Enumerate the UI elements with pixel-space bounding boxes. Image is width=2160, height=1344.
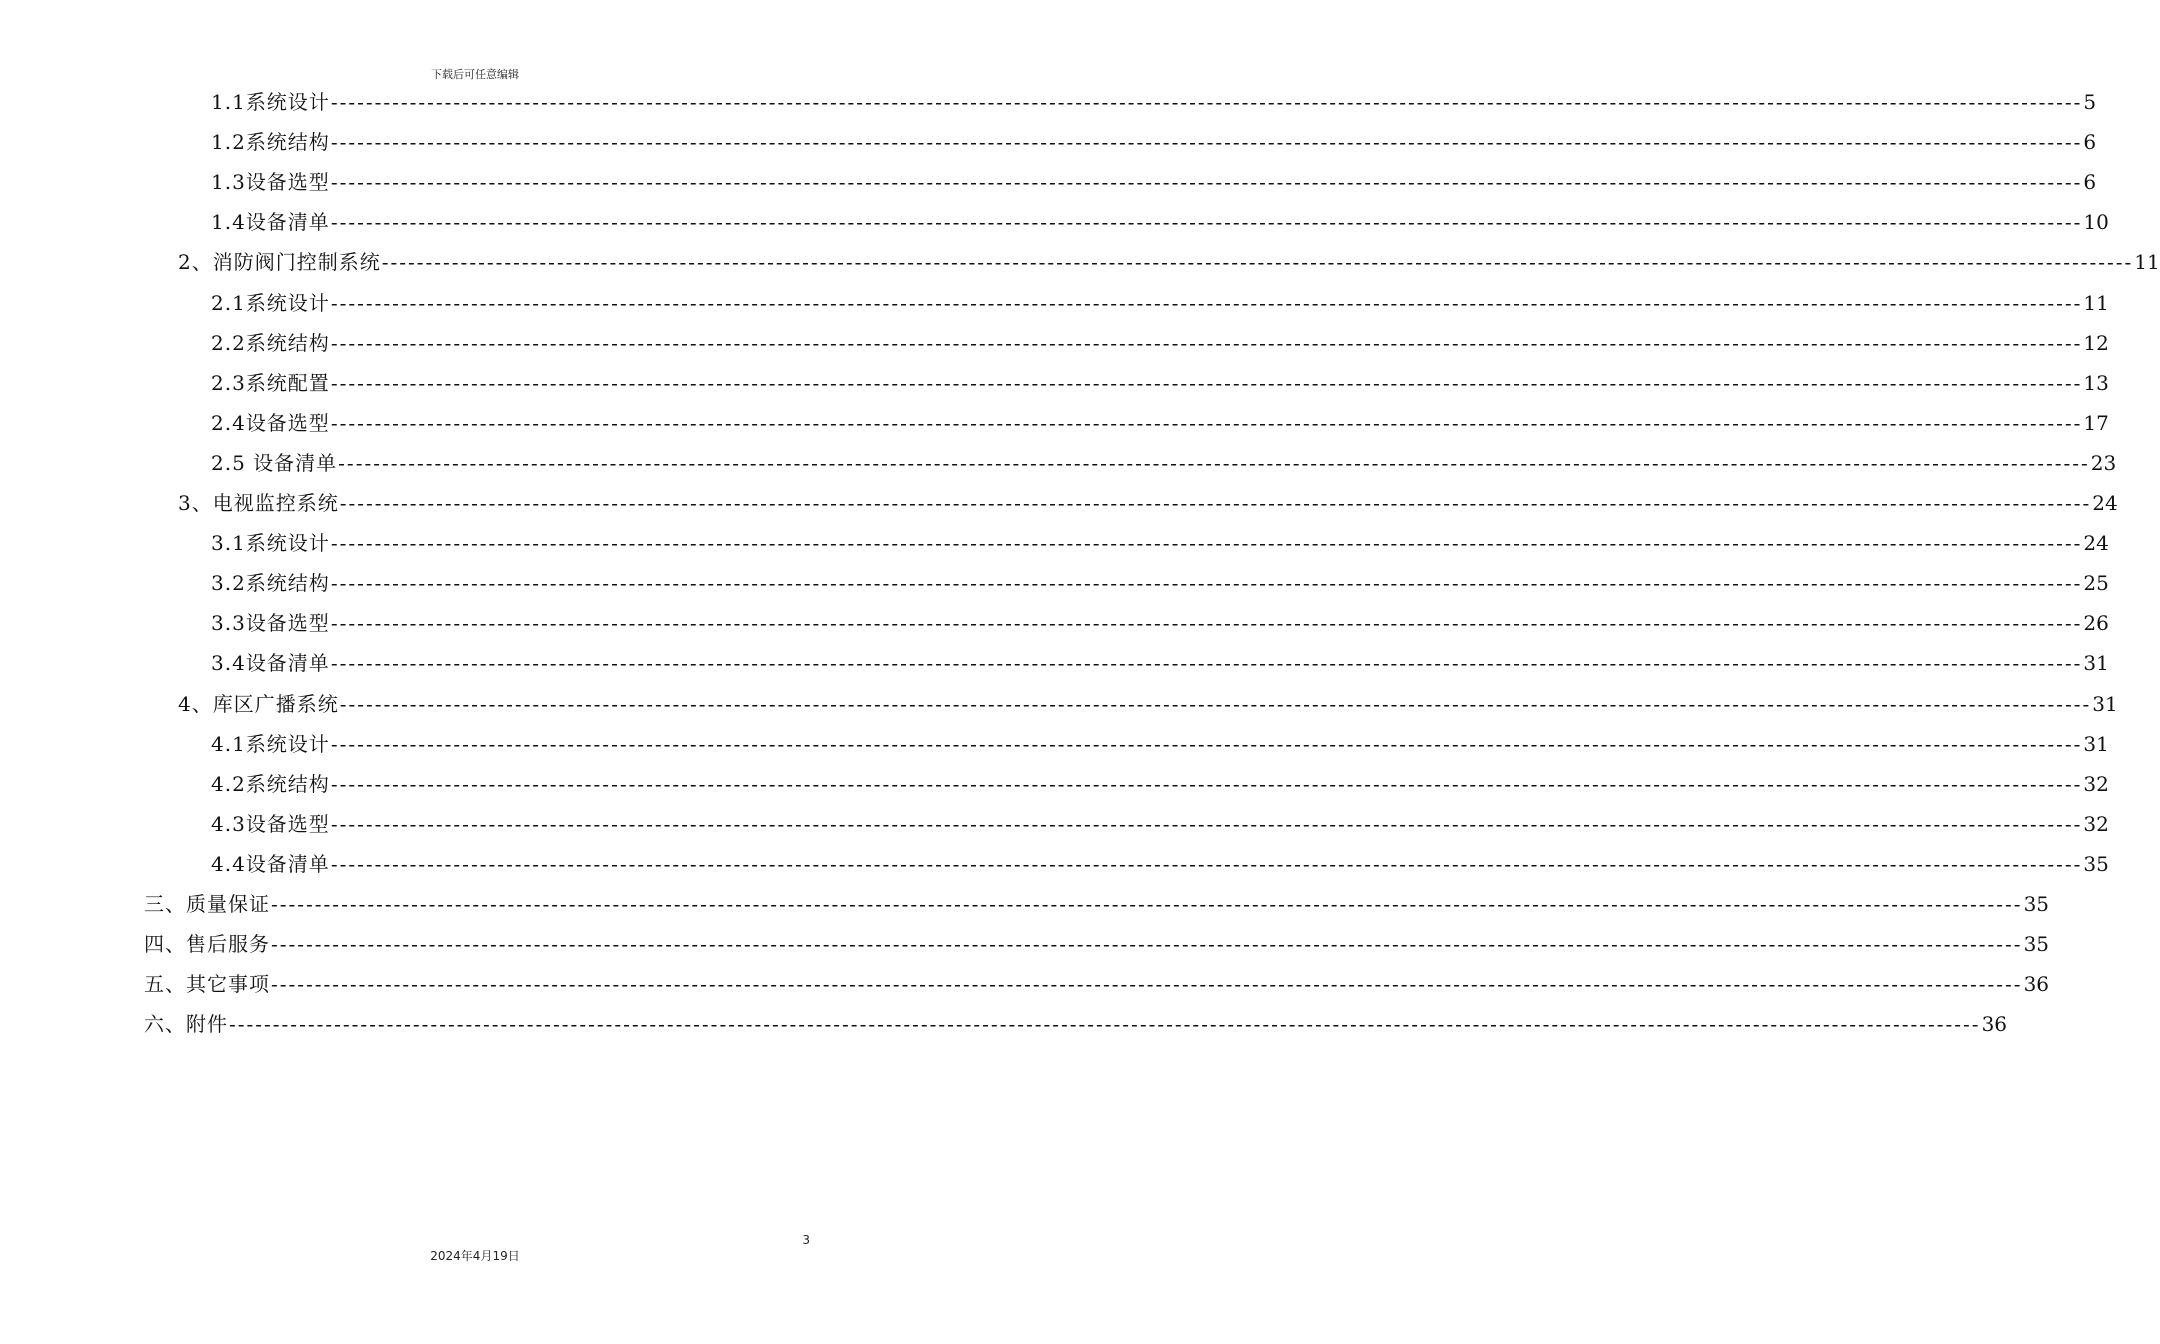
toc-entry-number: 3、 (178, 491, 213, 515)
toc-entry-page: 35 (2083, 851, 2109, 876)
toc-entry-title: 售后服务 (186, 932, 270, 957)
toc-entry-title: 系统设计 (245, 90, 330, 114)
toc-entry[interactable] (211, 323, 2109, 363)
toc-entry-number: 4.2 (211, 771, 246, 796)
toc-entry-page: 23 (2090, 450, 2117, 475)
toc-leader-dashes: -------------------------------------------------------------------------------------------------------------------------------------------------------------------------------------------------------- (330, 811, 2083, 836)
toc-entry-page: 24 (2083, 531, 2109, 556)
toc-entry[interactable] (211, 162, 2097, 202)
toc-entry-page: 12 (2083, 330, 2109, 355)
toc-entry[interactable] (178, 242, 2160, 282)
toc-entry-title: 设备选型 (245, 811, 330, 836)
page-header: 下载后可任意编辑 (431, 68, 519, 81)
toc-entry-page: 26 (2083, 611, 2109, 636)
toc-entry-number: 3.1 (211, 531, 246, 556)
toc-entry-page: 32 (2083, 811, 2109, 836)
toc-entry[interactable] (211, 363, 2109, 403)
toc-entry-page: 10 (2083, 210, 2109, 235)
toc-entry-page: 36 (1981, 1012, 2008, 1037)
toc-entry-title: 设备选型 (245, 611, 330, 636)
toc-entry-title: 设备清单 (245, 651, 330, 676)
toc-entry[interactable] (211, 202, 2109, 242)
toc-entry-title: 系统结构 (245, 130, 330, 155)
toc-entry-number: 三、 (144, 892, 186, 916)
toc-entry-title: 系统配置 (245, 370, 330, 395)
toc-entry-title: 其它事项 (186, 972, 270, 997)
toc-leader-dashes: -------------------------------------------------------------------------------------------------------------------------------------------------------------------------------------------------------- (339, 691, 2092, 716)
toc-entry-title: 设备清单 (245, 851, 330, 876)
toc-entry-number: 4.1 (211, 731, 246, 756)
toc-entry[interactable] (144, 924, 2050, 964)
toc-entry-title: 系统结构 (245, 330, 330, 355)
toc-leader-dashes: -------------------------------------------------------------------------------------------------------------------------------------------------------------------------------------------------------- (338, 450, 2090, 475)
toc-entry-title: 设备选型 (245, 410, 330, 435)
toc-entry-number: 六、 (144, 1012, 186, 1037)
toc-leader-dashes: -------------------------------------------------------------------------------------------------------------------------------------------------------------------------------------------------------- (271, 892, 2023, 916)
toc-leader-dashes: -------------------------------------------------------------------------------------------------------------------------------------------------------------------------------------------------------- (381, 250, 2134, 275)
toc-entry-title: 系统设计 (245, 531, 330, 556)
toc-entry-number: 4.4 (211, 851, 246, 876)
toc-entry[interactable] (144, 1004, 2008, 1044)
toc-leader-dashes: -------------------------------------------------------------------------------------------------------------------------------------------------------------------------------------------------------- (330, 571, 2083, 596)
toc-entry[interactable] (178, 684, 2118, 724)
toc-entry-page: 25 (2083, 571, 2109, 596)
toc-entry-number: 3.2 (211, 571, 246, 596)
toc-entry[interactable] (211, 643, 2109, 683)
toc-entry-title: 消防阀门控制系统 (212, 250, 381, 275)
toc-leader-dashes: -------------------------------------------------------------------------------------------------------------------------------------------------------------------------------------------------------- (330, 731, 2083, 756)
toc-leader-dashes: -------------------------------------------------------------------------------------------------------------------------------------------------------------------------------------------------------- (330, 290, 2083, 315)
toc-entry[interactable] (211, 283, 2109, 323)
toc-entry-title: 设备清单 (245, 450, 338, 475)
toc-entry-number: 2.4 (211, 410, 246, 435)
toc-leader-dashes: -------------------------------------------------------------------------------------------------------------------------------------------------------------------------------------------------------- (339, 491, 2092, 515)
footer-date: 2024年4月19日 (430, 1249, 520, 1263)
toc-entry-page: 11 (2134, 250, 2160, 275)
toc-entry-page: 13 (2083, 370, 2109, 395)
toc-entry-title: 设备清单 (245, 210, 330, 235)
toc-entry-title: 电视监控系统 (212, 491, 339, 515)
toc-entry[interactable] (211, 403, 2109, 443)
toc-entry-page: 6 (2083, 130, 2097, 155)
toc-entry-page: 32 (2083, 771, 2109, 796)
toc-entry-page: 31 (2092, 691, 2118, 716)
toc-entry-title: 系统设计 (245, 290, 330, 315)
toc-entry-number: 四、 (144, 932, 186, 957)
toc-entry-number: 2.1 (211, 290, 246, 315)
toc-entry-number: 1.2 (211, 130, 246, 155)
toc-entry-title: 质量保证 (186, 892, 270, 916)
toc-entry-number: 2、 (178, 250, 213, 275)
toc-entry[interactable] (211, 122, 2097, 162)
toc-entry-title: 系统结构 (245, 571, 330, 596)
toc-entry[interactable] (211, 764, 2109, 804)
toc-entry-title: 设备选型 (245, 170, 330, 195)
toc-entry[interactable] (211, 82, 2097, 122)
toc-entry-number: 2.5 (211, 450, 246, 475)
toc-leader-dashes: -------------------------------------------------------------------------------------------------------------------------------------------------------------------------------------------------------- (330, 531, 2083, 556)
toc-entry-number: 1.4 (211, 210, 246, 235)
toc-leader-dashes: -------------------------------------------------------------------------------------------------------------------------------------------------------------------------------------------------------- (330, 410, 2083, 435)
toc-entry[interactable] (178, 483, 2118, 523)
toc-leader-dashes: -------------------------------------------------------------------------------------------------------------------------------------------------------------------------------------------------------- (330, 170, 2083, 195)
toc-leader-dashes: -------------------------------------------------------------------------------------------------------------------------------------------------------------------------------------------------------- (330, 611, 2083, 636)
toc-entry-page: 5 (2083, 90, 2097, 114)
toc-entry-number: 4、 (178, 691, 213, 716)
toc-entry[interactable] (211, 563, 2109, 603)
toc-entry-page: 35 (2023, 932, 2050, 957)
toc-entry-page: 24 (2092, 491, 2118, 515)
toc-entry[interactable] (144, 884, 2050, 924)
toc-entry-number: 4.3 (211, 811, 246, 836)
toc-entry-title: 附件 (186, 1012, 228, 1037)
toc-entry-number: 1.1 (211, 90, 246, 114)
toc-entry-title: 库区广播系统 (212, 691, 339, 716)
toc-entry-page: 17 (2083, 410, 2109, 435)
toc-leader-dashes: -------------------------------------------------------------------------------------------------------------------------------------------------------------------------------------------------------- (330, 90, 2083, 114)
toc-entry-number: 2.3 (211, 370, 246, 395)
toc-entry-page: 31 (2083, 731, 2109, 756)
toc-leader-dashes: -------------------------------------------------------------------------------------------------------------------------------------------------------------------------------------------------------- (271, 932, 2023, 957)
page-number: 3 (802, 1233, 810, 1247)
toc-entry[interactable] (211, 523, 2109, 563)
toc-entry-page: 11 (2083, 290, 2109, 315)
toc-leader-dashes: -------------------------------------------------------------------------------------------------------------------------------------------------------------------------------------------------------- (271, 972, 2023, 997)
toc-entry-number: 五、 (144, 972, 186, 997)
toc-entry[interactable] (144, 964, 2050, 1004)
toc-leader-dashes: -------------------------------------------------------------------------------------------------------------------------------------------------------------------------------------------------------- (330, 370, 2083, 395)
toc-entry-number: 1.3 (211, 170, 246, 195)
toc-entry[interactable] (211, 603, 2109, 643)
toc-leader-dashes: -------------------------------------------------------------------------------------------------------------------------------------------------------------------------------------------------------- (330, 771, 2083, 796)
toc-entry-title: 系统结构 (245, 771, 330, 796)
toc-leader-dashes: -------------------------------------------------------------------------------------------------------------------------------------------------------------------------------------------------------- (330, 210, 2083, 235)
toc-leader-dashes: -------------------------------------------------------------------------------------------------------------------------------------------------------------------------------------------------------- (330, 851, 2083, 876)
toc-entry-page: 6 (2083, 170, 2097, 195)
toc-leader-dashes: -------------------------------------------------------------------------------------------------------------------------------------------------------------------------------------------------------- (330, 651, 2083, 676)
toc-entry-number: 3.3 (211, 611, 246, 636)
toc-entry[interactable] (211, 804, 2109, 844)
toc-entry-number: 2.2 (211, 330, 246, 355)
toc-leader-dashes: -------------------------------------------------------------------------------------------------------------------------------------------------------------------------------------------------------- (330, 330, 2083, 355)
toc-entry[interactable] (211, 724, 2109, 764)
toc-entry-page: 31 (2083, 651, 2109, 676)
toc-entry-page: 36 (2023, 972, 2050, 997)
toc-entry[interactable] (211, 844, 2109, 884)
toc-leader-dashes: -------------------------------------------------------------------------------------------------------------------------------------------------------------------------------------------------------- (229, 1012, 1981, 1037)
toc-entry-number: 3.4 (211, 651, 246, 676)
toc-entry-page: 35 (2023, 892, 2050, 916)
toc-leader-dashes: -------------------------------------------------------------------------------------------------------------------------------------------------------------------------------------------------------- (330, 130, 2083, 155)
toc-entry-title: 系统设计 (245, 731, 330, 756)
toc-entry[interactable] (211, 443, 2117, 483)
